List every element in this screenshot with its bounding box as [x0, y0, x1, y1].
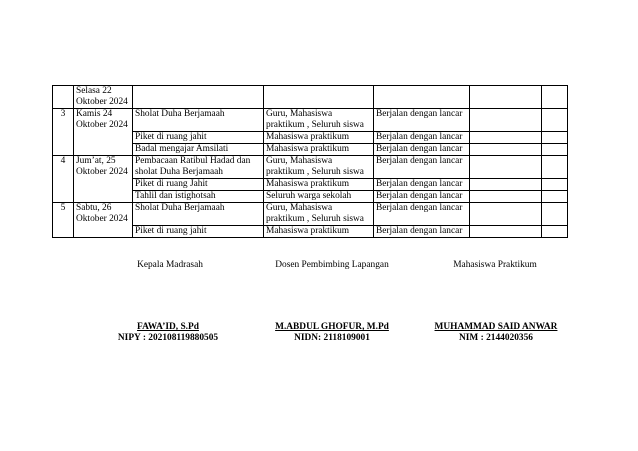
table-cell: Piket di ruang jahit	[133, 226, 264, 238]
table-cell: Mahasiswa praktikum	[264, 226, 374, 238]
table-cell	[470, 179, 542, 191]
signature-name-right: MUHAMMAD SAID ANWAR	[434, 322, 558, 332]
table-cell: 3	[53, 109, 74, 156]
table-cell	[470, 86, 542, 109]
table-cell: Piket di ruang jahit	[133, 132, 264, 144]
table-cell: Piket di ruang Jahit	[133, 179, 264, 191]
table-cell: Berjalan dengan lancar	[374, 226, 470, 238]
schedule-body	[53, 86, 568, 238]
table-cell: Badal mengajar Amsilati	[133, 144, 264, 156]
table-row	[53, 109, 568, 132]
table-row	[53, 86, 568, 109]
table-cell: Berjalan dengan lancar	[374, 191, 470, 203]
table-cell	[470, 109, 542, 132]
table-cell	[542, 226, 568, 238]
signature-id-left: NIPY : 202108119880505	[117, 333, 219, 343]
signature-role-left: Kepala Madrasah	[137, 260, 203, 270]
table-cell	[542, 203, 568, 226]
table-cell: Berjalan dengan lancar	[374, 132, 470, 144]
table-cell: Berjalan dengan lancar	[374, 156, 470, 179]
table-cell	[53, 86, 74, 109]
table-cell	[470, 144, 542, 156]
table-cell: Jum’at, 25 Oktober 2024	[74, 156, 133, 203]
table-cell: Guru, Mahasiswa praktikum , Seluruh siswa	[264, 109, 374, 132]
table-cell: Berjalan dengan lancar	[374, 203, 470, 226]
table-cell	[374, 86, 470, 109]
table-cell	[542, 191, 568, 203]
table-cell: Berjalan dengan lancar	[374, 144, 470, 156]
table-row	[53, 203, 568, 226]
table-cell	[542, 179, 568, 191]
signature-name-left: FAWA’ID, S.Pd	[137, 322, 199, 332]
signature-id-center: NIDN: 2118109001	[294, 333, 370, 343]
table-cell: 5	[53, 203, 74, 238]
table-cell: Berjalan dengan lancar	[374, 179, 470, 191]
table-cell: Selasa 22 Oktober 2024	[74, 86, 133, 109]
table-cell	[470, 132, 542, 144]
table-cell: Guru, Mahasiswa praktikum , Seluruh siswa	[264, 156, 374, 179]
table-cell: Guru, Mahasiswa praktikum , Seluruh siswa	[264, 203, 374, 226]
table-cell: Tahlil dan istighotsah	[133, 191, 264, 203]
table-cell	[470, 191, 542, 203]
table-cell: Seluruh warga sekolah	[264, 191, 374, 203]
signature-name-center: M.ABDUL GHOFUR, M.Pd	[275, 322, 389, 332]
table-cell: Kamis 24 Oktober 2024	[74, 109, 133, 156]
table-cell: Berjalan dengan lancar	[374, 109, 470, 132]
table-row	[53, 156, 568, 179]
signature-role-center: Dosen Pembimbing Lapangan	[275, 260, 389, 270]
table-cell: Sholat Duha Berjamaah	[133, 203, 264, 226]
signature-id-right: NIM : 2144020356	[459, 333, 533, 343]
signature-role-right: Mahasiswa Praktikum	[453, 260, 537, 270]
table-cell: Sabtu, 26 Oktober 2024	[74, 203, 133, 238]
table-cell	[470, 226, 542, 238]
table-cell	[470, 156, 542, 179]
table-cell: Mahasiswa praktikum	[264, 132, 374, 144]
activity-schedule-table	[52, 85, 568, 238]
table-cell: Pembacaan Ratibul Hadad dan sholat Duha Berjamaah	[133, 156, 264, 179]
table-cell: 4	[53, 156, 74, 203]
table-cell: Mahasiswa praktikum	[264, 179, 374, 191]
table-cell: Sholat Duha Berjamaah	[133, 109, 264, 132]
table-cell	[133, 86, 264, 109]
table-cell	[542, 144, 568, 156]
table-cell	[470, 203, 542, 226]
table-cell	[264, 86, 374, 109]
table-cell	[542, 86, 568, 109]
table-cell	[542, 132, 568, 144]
table-cell: Mahasiswa praktikum	[264, 144, 374, 156]
table-cell	[542, 109, 568, 132]
table-cell	[542, 156, 568, 179]
